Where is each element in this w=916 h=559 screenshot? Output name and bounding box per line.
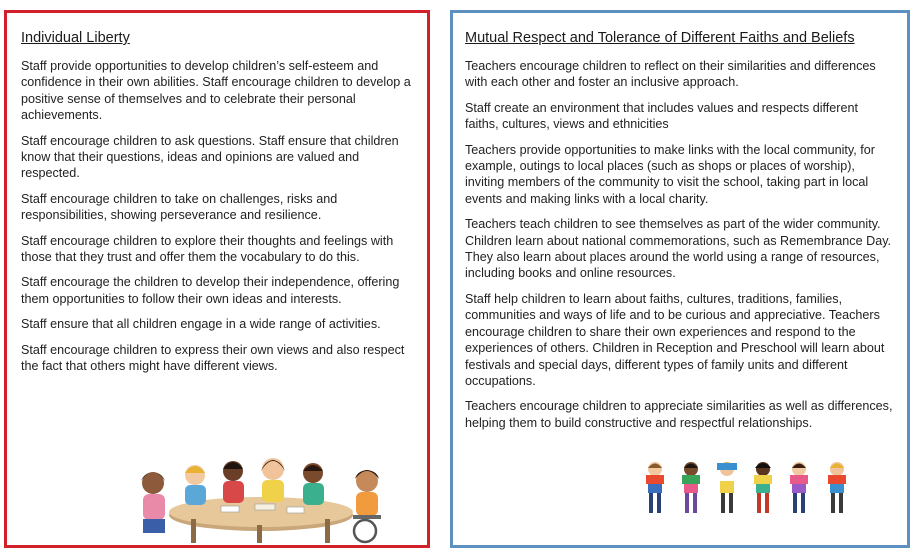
liberty-paragraph: Staff encourage children to ask questions. Staff ensure that children know that their questions, ideas and opinions are valued and respected.	[21, 133, 399, 181]
liberty-paragraph: Staff encourage children to express their own views and also respect the fact that others might have different views.	[21, 342, 405, 374]
respect-paragraph: Teachers encourage children to reflect on their similarities and differences with each other and foster an inclusive approach.	[465, 59, 876, 90]
respect-paragraph: Teachers teach children to see themselves as part of the wider community. Children learn about national commemorations, such as Remembrance Day. They also learn about places around the world using a range of resources, including books and online resources.	[465, 217, 892, 281]
liberty-paragraph: Staff encourage children to explore their thoughts and feelings with those that they trust and offer them the vocabulary to do this.	[21, 233, 394, 265]
respect-paragraph: Staff help children to learn about faiths, cultures, traditions, families, communities and ways of life and to be curious and appreciative. Teachers encourage children to share their own experiences and respond to the experiences of others. Children in Reception and Preschool will learn about festivals and special days, different types of family units and different occupations.	[465, 291, 885, 388]
children-at-table-illustration	[129, 449, 399, 545]
liberty-paragraph: Staff ensure that all children engage in a wide range of activities.	[21, 317, 381, 332]
individual-liberty-panel	[4, 10, 430, 548]
individual-liberty-title: Individual Liberty	[21, 30, 130, 46]
mutual-respect-title: Mutual Respect and Tolerance of Different Faiths and Beliefs	[465, 30, 855, 46]
mutual-respect-panel	[450, 10, 910, 548]
liberty-paragraph: Staff encourage the children to develop their independence, offering them opportunities to follow their own ideas and interests.	[21, 275, 400, 306]
children-reading-illustration	[643, 459, 861, 517]
liberty-paragraph: Staff provide opportunities to develop children’s self-esteem and confidence in their own abilities. Staff encourage children to develop a positive sense of themselves and to celebrate their personal achievements.	[21, 59, 411, 123]
respect-paragraph: Staff create an environment that includes values and respects different faiths, cultures, views and ethnicities	[465, 100, 858, 132]
respect-paragraph: Teachers encourage children to appreciate similarities as well as differences, helping them to build constructive and respectful relationships.	[465, 399, 893, 430]
respect-paragraph: Teachers provide opportunities to make links with the local community, for example, outings to local places (such as shops or places of worship), inviting members of the community to visit the school, taking part in local events and making links with a local charity.	[465, 142, 875, 206]
liberty-paragraph: Staff encourage children to take on challenges, risks and responsibilities, showing perseverance and resilience.	[21, 191, 338, 223]
